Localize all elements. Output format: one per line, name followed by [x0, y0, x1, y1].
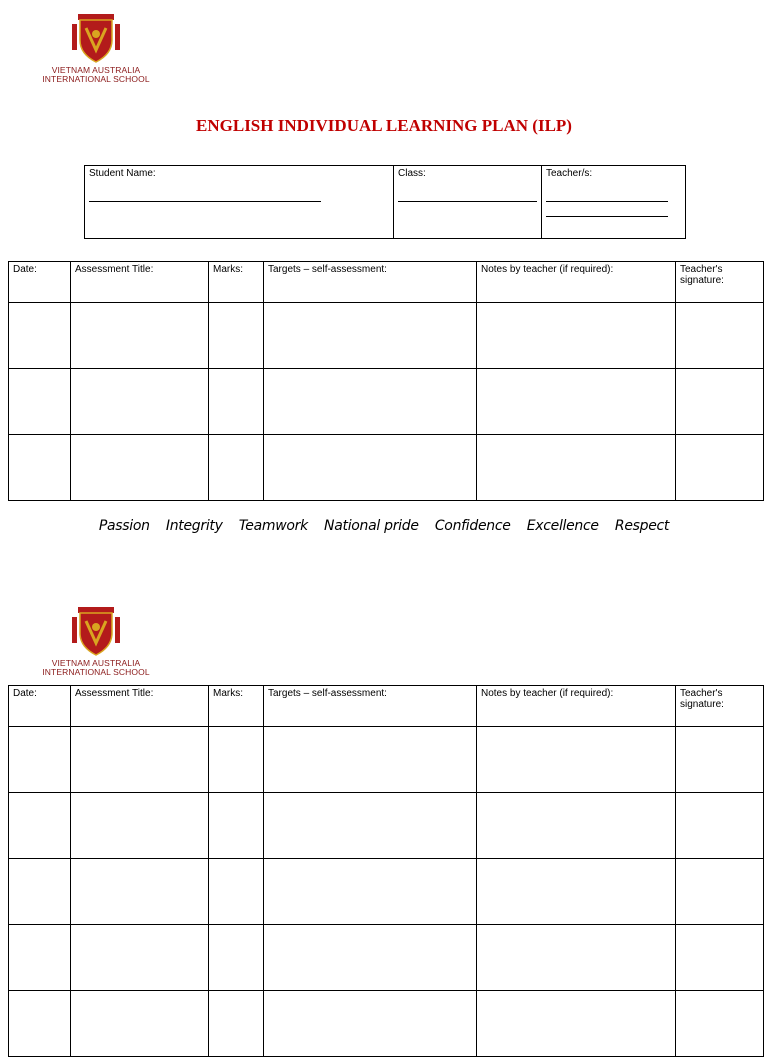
teachers-line-1 — [546, 201, 668, 202]
table-row — [9, 793, 764, 859]
student-name-label: Student Name: — [89, 168, 156, 179]
signature-cell[interactable] — [676, 369, 764, 435]
class-label: Class: — [398, 168, 426, 179]
targets-cell[interactable] — [264, 369, 477, 435]
signature-cell[interactable] — [676, 925, 764, 991]
school-name-line1: VIETNAM AUSTRALIA — [51, 65, 141, 75]
notes-cell[interactable] — [477, 925, 676, 991]
notes-cell[interactable] — [477, 859, 676, 925]
header-signature: Teacher's signature: — [676, 262, 764, 303]
header-notes: Notes by teacher (if required): — [477, 262, 676, 303]
marks-cell[interactable] — [209, 369, 264, 435]
teachers-label: Teacher/s: — [546, 168, 593, 179]
date-cell[interactable] — [9, 303, 71, 369]
header-date: Date: — [9, 262, 71, 303]
marks-cell[interactable] — [209, 793, 264, 859]
date-cell[interactable] — [9, 793, 71, 859]
header-assessment-title: Assessment Title: — [71, 686, 209, 727]
value-integrity: Integrity — [165, 518, 223, 534]
targets-cell[interactable] — [264, 727, 477, 793]
table-row — [9, 925, 764, 991]
value-passion: Passion — [98, 518, 150, 534]
crest-icon — [68, 603, 124, 659]
assessment-title-cell[interactable] — [71, 727, 209, 793]
notes-cell[interactable] — [477, 369, 676, 435]
marks-cell[interactable] — [209, 727, 264, 793]
notes-cell[interactable] — [477, 727, 676, 793]
header-targets: Targets – self-assessment: — [264, 686, 477, 727]
marks-cell[interactable] — [209, 303, 264, 369]
signature-cell[interactable] — [676, 727, 764, 793]
marks-cell[interactable] — [209, 435, 264, 501]
teachers-cell[interactable] — [542, 166, 686, 239]
header-signature: Teacher's signature: — [676, 686, 764, 727]
notes-cell[interactable] — [477, 303, 676, 369]
marks-cell[interactable] — [209, 859, 264, 925]
class-cell[interactable] — [394, 166, 542, 239]
targets-cell[interactable] — [264, 859, 477, 925]
table-row — [9, 369, 764, 435]
targets-cell[interactable] — [264, 793, 477, 859]
date-cell[interactable] — [9, 435, 71, 501]
header-notes: Notes by teacher (if required): — [477, 686, 676, 727]
student-name-line — [89, 201, 321, 202]
table-row — [9, 727, 764, 793]
date-cell[interactable] — [9, 369, 71, 435]
header-assessment-title: Assessment Title: — [71, 262, 209, 303]
targets-cell[interactable] — [264, 925, 477, 991]
header-marks: Marks: — [209, 262, 264, 303]
school-name-line2: INTERNATIONAL SCHOOL — [42, 74, 150, 84]
signature-cell[interactable] — [676, 793, 764, 859]
notes-cell[interactable] — [477, 793, 676, 859]
assessment-table-2 — [8, 685, 764, 1057]
value-respect: Respect — [614, 518, 670, 534]
value-confidence: Confidence — [434, 518, 511, 534]
signature-cell[interactable] — [676, 859, 764, 925]
marks-cell[interactable] — [209, 925, 264, 991]
school-logo — [36, 603, 156, 677]
assessment-title-cell[interactable] — [71, 859, 209, 925]
school-logo — [36, 10, 156, 84]
date-cell[interactable] — [9, 925, 71, 991]
assessment-title-cell[interactable] — [71, 435, 209, 501]
school-name-line2: INTERNATIONAL SCHOOL — [42, 667, 150, 677]
assessment-title-cell[interactable] — [71, 369, 209, 435]
signature-cell[interactable] — [676, 435, 764, 501]
student-info-table — [84, 165, 686, 239]
table-row — [9, 859, 764, 925]
assessment-title-cell[interactable] — [71, 793, 209, 859]
header-marks: Marks: — [209, 686, 264, 727]
table-row — [9, 303, 764, 369]
teachers-line-2 — [546, 216, 668, 217]
assessment-table-1 — [8, 261, 764, 501]
value-excellence: Excellence — [526, 518, 599, 534]
header-date: Date: — [9, 686, 71, 727]
header-targets: Targets – self-assessment: — [264, 262, 477, 303]
assessment-title-cell[interactable] — [71, 303, 209, 369]
value-teamwork: Teamwork — [238, 518, 308, 534]
table-row — [9, 435, 764, 501]
page-title: ENGLISH INDIVIDUAL LEARNING PLAN (ILP) — [196, 116, 572, 135]
date-cell[interactable] — [9, 859, 71, 925]
notes-cell[interactable] — [477, 435, 676, 501]
targets-cell[interactable] — [264, 435, 477, 501]
value-national-pride: National pride — [324, 518, 419, 534]
school-name-line1: VIETNAM AUSTRALIA — [51, 658, 141, 668]
targets-cell[interactable] — [264, 303, 477, 369]
crest-icon — [68, 10, 124, 66]
date-cell[interactable] — [9, 727, 71, 793]
student-name-cell[interactable] — [85, 166, 394, 239]
class-line — [398, 201, 537, 202]
assessment-title-cell[interactable] — [71, 925, 209, 991]
school-values-banner — [0, 518, 768, 534]
signature-cell[interactable] — [676, 303, 764, 369]
